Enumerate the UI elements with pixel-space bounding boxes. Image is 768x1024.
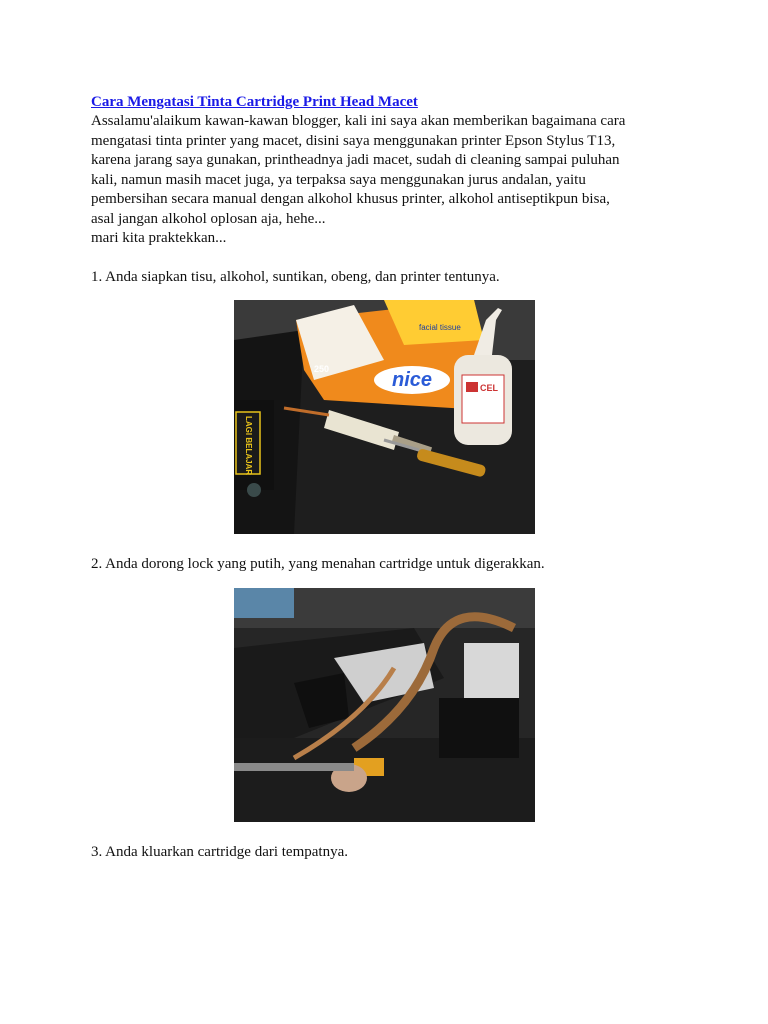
article-title-link[interactable]: Cara Mengatasi Tinta Cartridge Print Head Macet (91, 94, 418, 110)
tissue-brand-text: nice (392, 369, 433, 391)
photo-supplies (234, 300, 535, 534)
step-2-text: 2. Anda dorong lock yang putih, yang menahan cartridge untuk digerakkan. (91, 556, 545, 572)
intro-line: mari kita praktekkan... (91, 230, 227, 246)
intro-line: Assalamu'alaikum kawan-kawan blogger, kali ini saya akan memberikan bagaimana cara (91, 113, 626, 129)
intro-line: kali, namun masih macet juga, ya terpaksa saya menggunakan jurus andalan, yaitu (91, 171, 586, 188)
intro-line: karena jarang saya gunakan, printheadnya jadi macet, sudah di cleaning sampai puluhan (91, 152, 620, 168)
intro-line: mengatasi tinta printer yang macet, disini saya menggunakan printer Epson Stylus T13, (91, 132, 616, 149)
photo-printer-carriage (234, 588, 535, 822)
sticker-text: LAGI BELAJAR (244, 416, 253, 476)
tissue-sub-text: facial tissue (419, 323, 461, 332)
tissue-count-text: 250 (314, 364, 330, 374)
bottle-label-text: CEL (480, 383, 498, 393)
intro-line: pembersihan secara manual dengan alkohol khusus printer, alkohol antiseptikpun bisa, (91, 191, 610, 207)
step-3-text: 3. Anda kluarkan cartridge dari tempatnya. (91, 844, 348, 860)
step-1-text: 1. Anda siapkan tisu, alkohol, suntikan, obeng, dan printer tentunya. (91, 269, 500, 285)
intro-paragraph (91, 112, 691, 249)
intro-line: asal jangan alkohol oplosan aja, hehe... (91, 210, 326, 227)
